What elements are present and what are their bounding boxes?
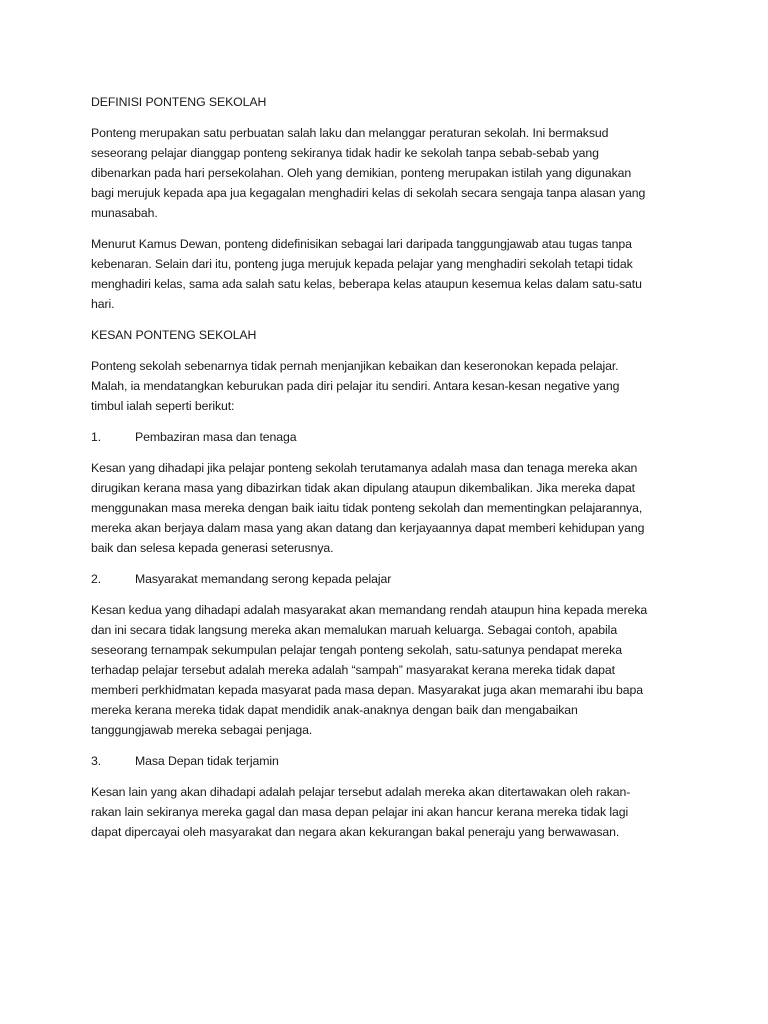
paragraph-item-3 [91, 782, 681, 842]
paragraph-item-1 [91, 458, 681, 558]
list-item-number: 3. [91, 754, 102, 768]
text-line: munasabah. [91, 206, 158, 220]
section-heading-definisi: DEFINISI PONTENG SEKOLAH [91, 95, 267, 109]
list-item-title: Pembaziran masa dan tenaga [135, 430, 297, 444]
text-line: Ponteng sekolah sebenarnya tidak pernah menjanjikan kebaikan dan keseronokan kepada pelajar. [91, 359, 619, 373]
text-line: dirugikan kerana masa yang dibazirkan tidak akan dipulang ataupun dikembalikan. Jika mereka dapat [91, 481, 636, 495]
list-item-heading [91, 569, 681, 589]
paragraph-item-2 [91, 600, 681, 740]
paragraph-definition [91, 123, 681, 223]
text-line: dapat dipercayai oleh masyarakat dan negara akan kekurangan bakal peneraju yang berwawasan. [91, 825, 620, 839]
text-line: hari. [91, 297, 115, 311]
text-line: bagi merujuk kepada apa jua kegagalan menghadiri kelas di sekolah secara sengaja tanpa alasan yang [91, 186, 646, 200]
document-page [91, 92, 681, 853]
text-line: Malah, ia mendatangkan keburukan pada diri pelajar itu sendiri. Antara kesan-kesan negative yang [91, 379, 620, 393]
text-line: dibenarkan pada hari persekolahan. Oleh yang demikian, ponteng merupakan istilah yang digunakan [91, 166, 632, 180]
text-line: seseorang ternampak sekumpulan pelajar tengah ponteng sekolah, satu-satunya pendapat mereka [91, 643, 622, 657]
list-item-number: 2. [91, 572, 102, 586]
text-line: seseorang pelajar dianggap ponteng sekiranya tidak hadir ke sekolah tanpa sebab-sebab yang [91, 146, 599, 160]
text-line: baik dan selesa kepada generasi seterusnya. [91, 541, 334, 555]
text-line: terhadap pelajar tersebut adalah mereka adalah “sampah” masyarakat kerana mereka tidak dapat [91, 663, 615, 677]
list-item-heading [91, 427, 681, 447]
text-line: mereka kerana mereka tidak dapat mendidik anak-anaknya dengan baik dan mengabaikan [91, 703, 578, 717]
text-line: kebenaran. Selain dari itu, ponteng juga merujuk kepada pelajar yang menghadiri sekolah tetapi tidak [91, 257, 633, 271]
text-line: menggunakan masa mereka dengan baik iaitu tidak ponteng sekolah dan mementingkan pelajarannya, [91, 501, 643, 515]
text-line: timbul ialah seperti berikut: [91, 399, 235, 413]
text-line: memberi perkhidmatan kepada masyarat pada masa depan. Masyarakat juga akan memarahi ibu bapa [91, 683, 643, 697]
text-line: Kesan lain yang akan dihadapi adalah pelajar tersebut adalah mereka akan ditertawakan oleh rakan- [91, 785, 631, 799]
text-line: Ponteng merupakan satu perbuatan salah laku dan melanggar peraturan sekolah. Ini bermaksud [91, 126, 609, 140]
text-line: rakan lain sekiranya mereka gagal dan masa depan pelajar ini akan hancur kerana mereka tidak lagi [91, 805, 629, 819]
text-line: menghadiri kelas, sama ada salah satu kelas, beberapa kelas ataupun kesemua kelas dalam satu-satu [91, 277, 642, 291]
section-heading-kesan: KESAN PONTENG SEKOLAH [91, 328, 257, 342]
text-line: Kesan kedua yang dihadapi adalah masyarakat akan memandang rendah ataupun hina kepada mereka [91, 603, 648, 617]
paragraph-intro [91, 356, 681, 416]
text-line: Menurut Kamus Dewan, ponteng didefinisikan sebagai lari daripada tanggungjawab atau tugas tanpa [91, 237, 632, 251]
list-item-number: 1. [91, 430, 102, 444]
text-line: dan ini secara tidak langsung mereka akan memalukan maruah keluarga. Sebagai contoh, apabila [91, 623, 618, 637]
text-line: Kesan yang dihadapi jika pelajar ponteng sekolah terutamanya adalah masa dan tenaga mereka akan [91, 461, 638, 475]
text-line: mereka akan berjaya dalam masa yang akan datang dan kerjayaannya dapat memberi kehidupan yang [91, 521, 645, 535]
list-item-title: Masa Depan tidak terjamin [135, 754, 279, 768]
list-item-title: Masyarakat memandang serong kepada pelajar [135, 572, 392, 586]
paragraph-kamus-dewan [91, 234, 681, 314]
list-item-heading [91, 751, 681, 771]
text-line: tanggungjawab mereka sebagai penjaga. [91, 723, 313, 737]
